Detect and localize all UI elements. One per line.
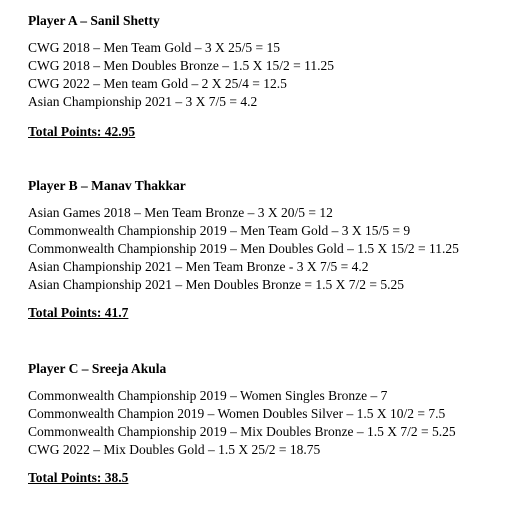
player-c-entry-3: Commonwealth Championship 2019 – Mix Doubles Bronze – 1.5 X 7/2 = 5.25 xyxy=(28,424,456,439)
player-b-heading: Player B – Manav Thakkar xyxy=(28,178,186,193)
player-b-entry-4: Asian Championship 2021 – Men Team Bronze - 3 X 7/5 = 4.2 xyxy=(28,259,369,274)
player-a-heading: Player A – Sanil Shetty xyxy=(28,13,160,28)
player-c-entry-4: CWG 2022 – Mix Doubles Gold – 1.5 X 25/2 = 18.75 xyxy=(28,442,321,457)
player-b-entry-3: Commonwealth Championship 2019 – Men Doubles Gold – 1.5 X 15/2 = 11.25 xyxy=(28,241,459,256)
player-c-entry-1: Commonwealth Championship 2019 – Women Singles Bronze – 7 xyxy=(28,388,388,403)
player-b-entry-5: Asian Championship 2021 – Men Doubles Bronze = 1.5 X 7/2 = 5.25 xyxy=(28,277,404,292)
player-b-entry-1: Asian Games 2018 – Men Team Bronze – 3 X 20/5 = 12 xyxy=(28,205,333,220)
player-a-total: Total Points: 42.95 xyxy=(28,124,136,139)
player-b-entry-2: Commonwealth Championship 2019 – Men Team Gold – 3 X 15/5 = 9 xyxy=(28,223,411,238)
player-a-entry-2: CWG 2018 – Men Doubles Bronze – 1.5 X 15/2 = 11.25 xyxy=(28,58,334,73)
player-c-total: Total Points: 38.5 xyxy=(28,470,129,485)
player-c-entry-2: Commonwealth Champion 2019 – Women Doubles Silver – 1.5 X 10/2 = 7.5 xyxy=(28,406,446,421)
player-a-entry-3: CWG 2022 – Men team Gold – 2 X 25/4 = 12.5 xyxy=(28,76,287,91)
player-c-heading: Player C – Sreeja Akula xyxy=(28,361,167,376)
player-b-total: Total Points: 41.7 xyxy=(28,305,129,320)
player-a-entry-4: Asian Championship 2021 – 3 X 7/5 = 4.2 xyxy=(28,94,258,109)
player-a-entry-1: CWG 2018 – Men Team Gold – 3 X 25/5 = 15 xyxy=(28,40,281,55)
